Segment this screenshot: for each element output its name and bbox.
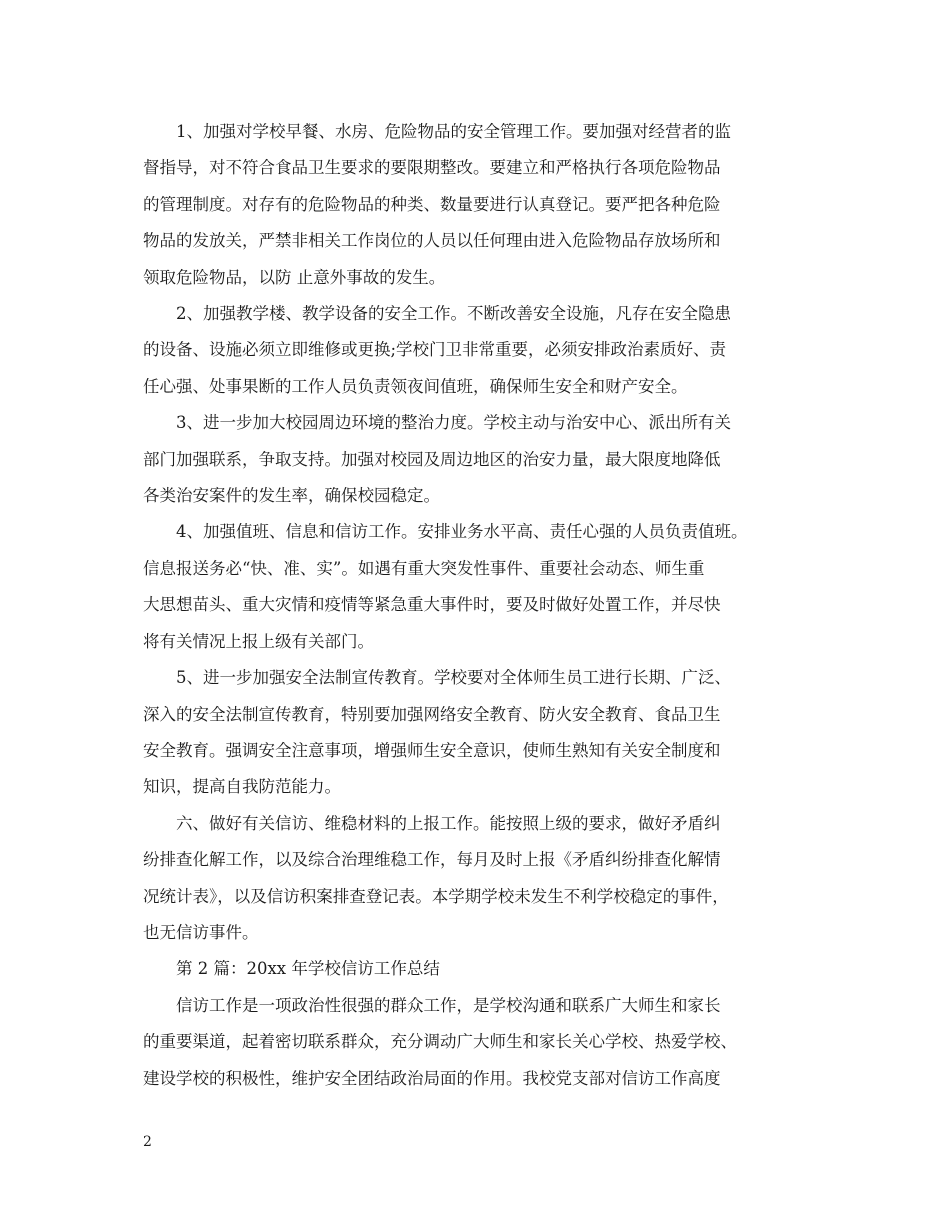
section-heading-text: 第 2 篇：20xx 年学校信访工作总结 xyxy=(176,959,440,979)
text-line: 物品的发放关，严禁非相关工作岗位的人员以任何理由进入危险物品存放场所和 xyxy=(143,231,721,251)
paragraph-3 xyxy=(143,405,813,514)
text-line: 任心强、处事果断的工作人员负责领夜间值班，确保师生安全和财产安全。 xyxy=(143,376,688,396)
text-line: 3、进一步加大校园周边环境的整治力度。学校主动与治安中心、派出所有关 xyxy=(176,413,731,433)
text-line: 领取危险物品，以防 止意外事故的发生。 xyxy=(143,267,446,287)
text-line: 六、做好有关信访、维稳材料的上报工作。能按照上级的要求，做好矛盾纠 xyxy=(176,813,721,833)
text-line: 知识，提高自我防范能力。 xyxy=(143,777,341,797)
text-line: 的管理制度。对存有的危险物品的种类、数量要进行认真登记。要严把各种危险 xyxy=(143,194,721,214)
text-line: 纷排查化解工作，以及综合治理维稳工作，每月及时上报《矛盾纠纷排查化解情 xyxy=(143,850,721,870)
text-line: 深入的安全法制宣传教育，特别要加强网络安全教育、防火安全教育、食品卫生 xyxy=(143,704,721,724)
paragraph-1 xyxy=(143,114,813,296)
paragraph-8 xyxy=(143,988,813,1097)
paragraph-5 xyxy=(143,660,813,806)
paragraph-4 xyxy=(143,514,813,660)
text-line: 部门加强联系，争取支持。加强对校园及周边地区的治安力量，最大限度地降低 xyxy=(143,449,721,469)
text-line: 建设学校的积极性，维护安全团结政治局面的作用。我校党支部对信访工作高度 xyxy=(143,1068,721,1088)
text-line: 4、加强值班、信息和信访工作。安排业务水平高、责任心强的人员负责值班。 xyxy=(176,522,748,542)
text-line: 2、加强教学楼、教学设备的安全工作。不断改善安全设施，凡存在安全隐患 xyxy=(176,304,731,324)
text-line: 信息报送务必“快、准、实”。如遇有重大突发性事件、重要社会动态、师生重 xyxy=(143,558,705,578)
text-line: 各类治安案件的发生率，确保校园稳定。 xyxy=(143,486,440,506)
text-line: 1、加强对学校早餐、水房、危险物品的安全管理工作。要加强对经营者的监 xyxy=(176,122,731,141)
paragraph-2 xyxy=(143,296,813,405)
text-line: 将有关情况上报上级有关部门。 xyxy=(143,631,374,651)
text-line: 的设备、设施必须立即维修或更换;学校门卫非常重要，必须安排政治素质好、责 xyxy=(143,340,727,360)
text-line: 的重要渠道，起着密切联系群众，充分调动广大师生和家长关心学校、热爱学校、 xyxy=(143,1032,737,1052)
text-line: 也无信访事件。 xyxy=(143,922,259,942)
paragraph-6 xyxy=(143,806,813,952)
text-line: 5、进一步加强安全法制宣传教育。学校要对全体师生员工进行长期、广泛、 xyxy=(176,668,731,688)
text-line: 况统计表》，以及信访积案排查登记表。本学期学校未发生不利学校稳定的事件， xyxy=(143,886,729,906)
text-line: 大思想苗头、重大灾情和疫情等紧急重大事件时，要及时做好处置工作，并尽快 xyxy=(143,595,721,615)
document-body xyxy=(143,114,813,1097)
text-line: 督指导，对不符合食品卫生要求的要限期整改。要建立和严格执行各项危险物品 xyxy=(143,158,721,178)
section-heading xyxy=(143,951,813,987)
page-number: 2 xyxy=(143,1134,152,1150)
text-line: 信访工作是一项政治性很强的群众工作，是学校沟通和联系广大师生和家长 xyxy=(176,995,721,1015)
text-line: 安全教育。强调安全注意事项，增强师生安全意识，使师生熟知有关安全制度和 xyxy=(143,740,721,760)
